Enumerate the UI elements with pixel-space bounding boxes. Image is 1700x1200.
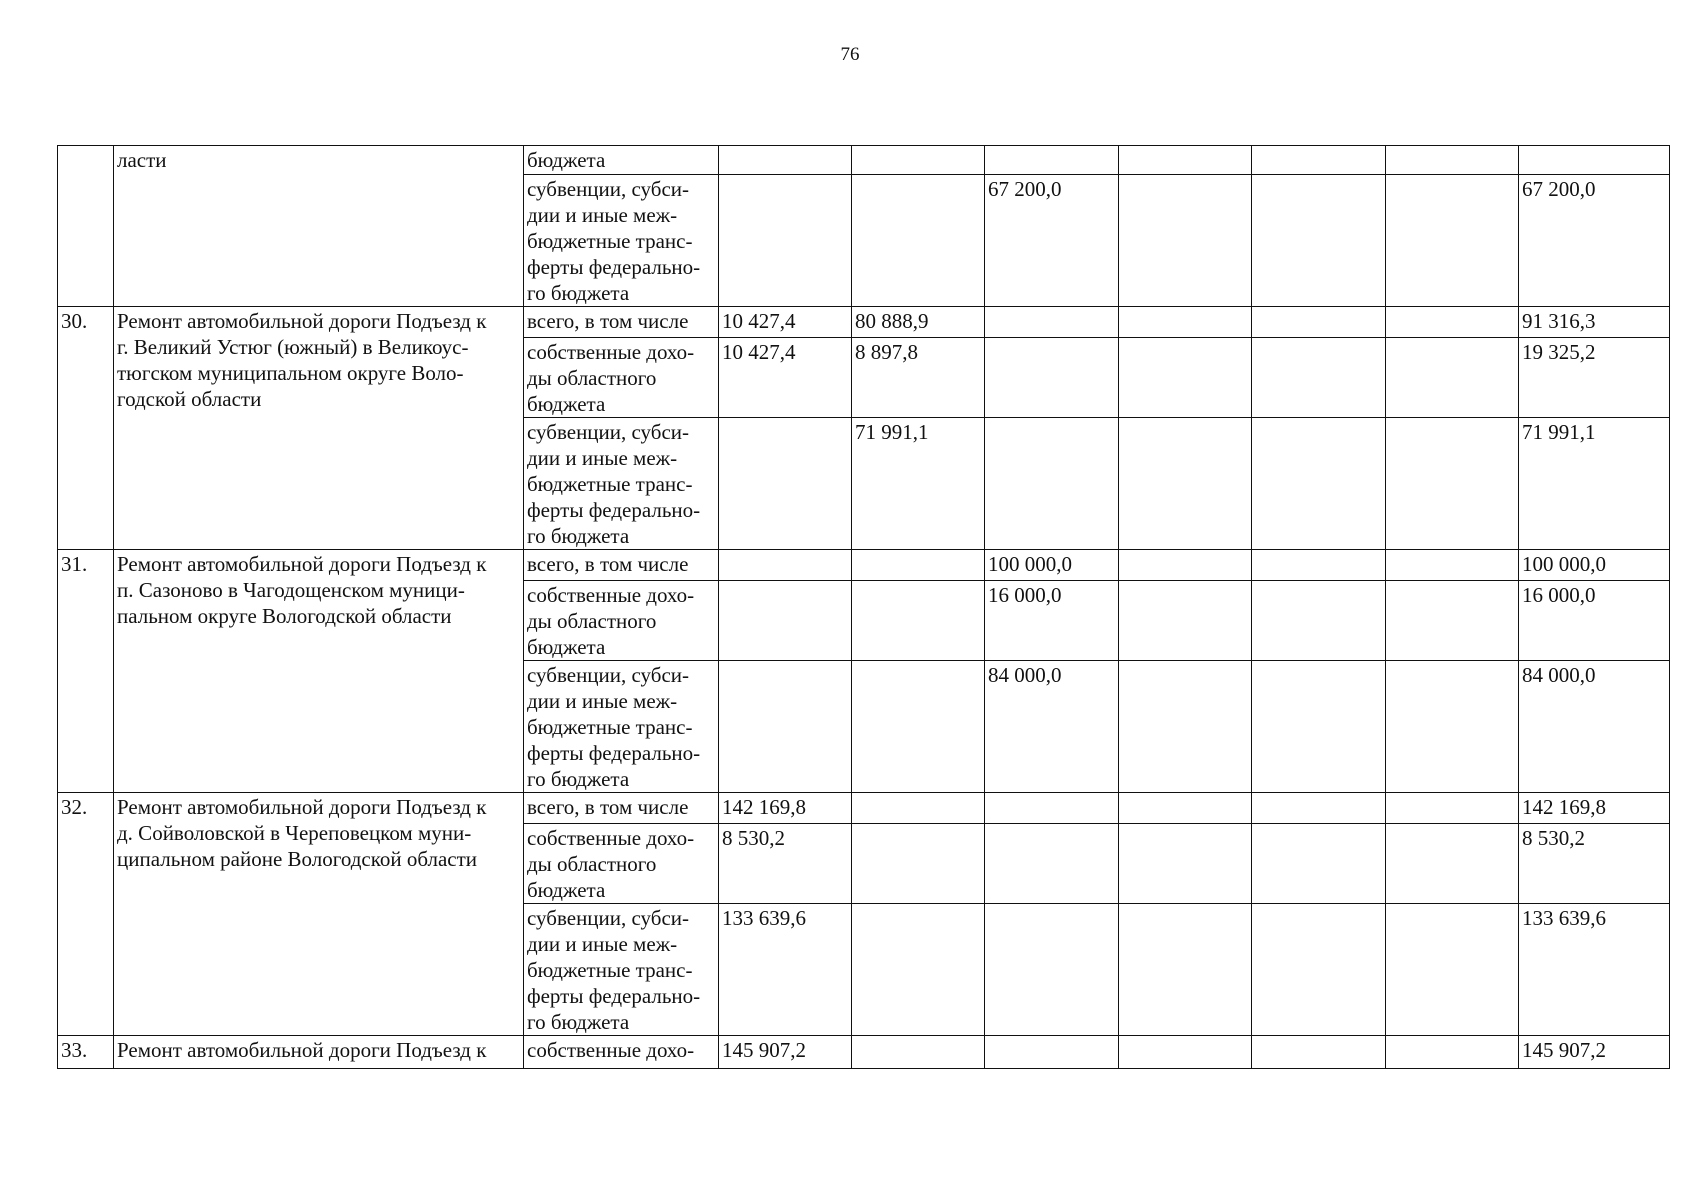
amount-cell [1252,1036,1386,1069]
amount-cell: 142 169,8 [1519,793,1670,824]
amount-cell: 71 991,1 [1519,418,1670,550]
funding-source-cell: субвенции, субси- дии и иные меж- бюджетные транс- ферты федерально- го бюджета [524,175,719,307]
funding-source-cell: субвенции, субси- дии и иные меж- бюджетные транс- ферты федерально- го бюджета [524,418,719,550]
amount-cell: 133 639,6 [719,904,852,1036]
amount-cell: 84 000,0 [1519,661,1670,793]
amount-cell [1386,661,1519,793]
amount-cell [1252,550,1386,581]
amount-cell [1386,793,1519,824]
amount-cell [852,904,985,1036]
funding-source-cell: собственные дохо- ды областного бюджета [524,338,719,418]
amount-cell [985,338,1119,418]
amount-cell [1386,550,1519,581]
amount-cell [1386,824,1519,904]
amount-cell [1252,418,1386,550]
amount-cell [1386,146,1519,175]
amount-cell [1119,307,1252,338]
amount-cell [1119,904,1252,1036]
funding-source-cell: всего, в том числе [524,307,719,338]
amount-cell [1119,550,1252,581]
amount-cell [1119,418,1252,550]
amount-cell [719,550,852,581]
funding-source-cell: субвенции, субси- дии и иные меж- бюджетные транс- ферты федерально- го бюджета [524,661,719,793]
amount-cell: 80 888,9 [852,307,985,338]
amount-cell [985,824,1119,904]
amount-cell: 100 000,0 [1519,550,1670,581]
amount-cell [1386,307,1519,338]
amount-cell: 100 000,0 [985,550,1119,581]
amount-cell: 10 427,4 [719,338,852,418]
amount-cell [852,550,985,581]
amount-cell: 8 530,2 [1519,824,1670,904]
amount-cell [985,904,1119,1036]
amount-cell [1252,581,1386,661]
amount-cell [1119,175,1252,307]
table-row [58,793,1670,824]
amount-cell [1386,904,1519,1036]
funding-source-cell: всего, в том числе [524,793,719,824]
object-name-cell: Ремонт автомобильной дороги Подъезд к г. Великий Устюг (южный) в Великоус- тюгском муниципальном округе Воло- годской области [114,307,524,550]
amount-cell: 145 907,2 [1519,1036,1670,1069]
amount-cell [985,793,1119,824]
amount-cell [985,307,1119,338]
amount-cell [719,175,852,307]
object-name-cell: Ремонт автомобильной дороги Подъезд к п. Сазоново в Чагодощенском муници- пальном округе Вологодской области [114,550,524,793]
amount-cell [852,824,985,904]
amount-cell: 71 991,1 [852,418,985,550]
amount-cell [985,1036,1119,1069]
amount-cell: 10 427,4 [719,307,852,338]
amount-cell [1252,661,1386,793]
amount-cell [1252,793,1386,824]
amount-cell: 91 316,3 [1519,307,1670,338]
amount-cell: 16 000,0 [985,581,1119,661]
amount-cell: 67 200,0 [1519,175,1670,307]
amount-cell [1252,824,1386,904]
amount-cell [719,661,852,793]
amount-cell [1119,338,1252,418]
amount-cell [852,793,985,824]
amount-cell [852,175,985,307]
amount-cell [852,1036,985,1069]
funding-source-cell: собственные дохо- [524,1036,719,1069]
page-number: 76 [840,44,860,65]
row-number-cell: 30. [58,307,114,550]
amount-cell [1386,418,1519,550]
amount-cell [1386,338,1519,418]
amount-cell: 145 907,2 [719,1036,852,1069]
amount-cell [852,661,985,793]
funding-source-cell: собственные дохо- ды областного бюджета [524,824,719,904]
amount-cell [1119,824,1252,904]
amount-cell [852,581,985,661]
amount-cell: 8 897,8 [852,338,985,418]
budget-table [57,145,1670,1069]
row-number-cell: 33. [58,1036,114,1069]
funding-source-cell: субвенции, субси- дии и иные меж- бюджетные транс- ферты федерально- го бюджета [524,904,719,1036]
object-name-cell: ласти [114,146,524,307]
row-number-cell: 32. [58,793,114,1036]
amount-cell [1252,307,1386,338]
amount-cell: 67 200,0 [985,175,1119,307]
table-row [58,550,1670,581]
amount-cell [719,146,852,175]
row-number-cell [58,146,114,307]
amount-cell: 8 530,2 [719,824,852,904]
funding-source-cell: бюджета [524,146,719,175]
funding-source-cell: всего, в том числе [524,550,719,581]
table-row [58,146,1670,175]
amount-cell [1252,146,1386,175]
amount-cell [1119,661,1252,793]
object-name-cell: Ремонт автомобильной дороги Подъезд к д. Сойволовской в Череповецком муни- ципальном районе Вологодской области [114,793,524,1036]
object-name-cell: Ремонт автомобильной дороги Подъезд к [114,1036,524,1069]
amount-cell [1252,904,1386,1036]
amount-cell [985,146,1119,175]
amount-cell [1252,175,1386,307]
row-number-cell: 31. [58,550,114,793]
amount-cell [1119,1036,1252,1069]
amount-cell [1252,338,1386,418]
table-row [58,1036,1670,1069]
amount-cell [1119,793,1252,824]
amount-cell [1386,175,1519,307]
amount-cell: 19 325,2 [1519,338,1670,418]
amount-cell: 84 000,0 [985,661,1119,793]
amount-cell [1119,581,1252,661]
amount-cell [1519,146,1670,175]
funding-source-cell: собственные дохо- ды областного бюджета [524,581,719,661]
table-body [58,146,1670,1069]
table-row [58,307,1670,338]
amount-cell [1119,146,1252,175]
amount-cell: 133 639,6 [1519,904,1670,1036]
amount-cell [719,418,852,550]
amount-cell [1386,1036,1519,1069]
amount-cell [719,581,852,661]
amount-cell [852,146,985,175]
amount-cell [985,418,1119,550]
amount-cell [1386,581,1519,661]
amount-cell: 16 000,0 [1519,581,1670,661]
amount-cell: 142 169,8 [719,793,852,824]
